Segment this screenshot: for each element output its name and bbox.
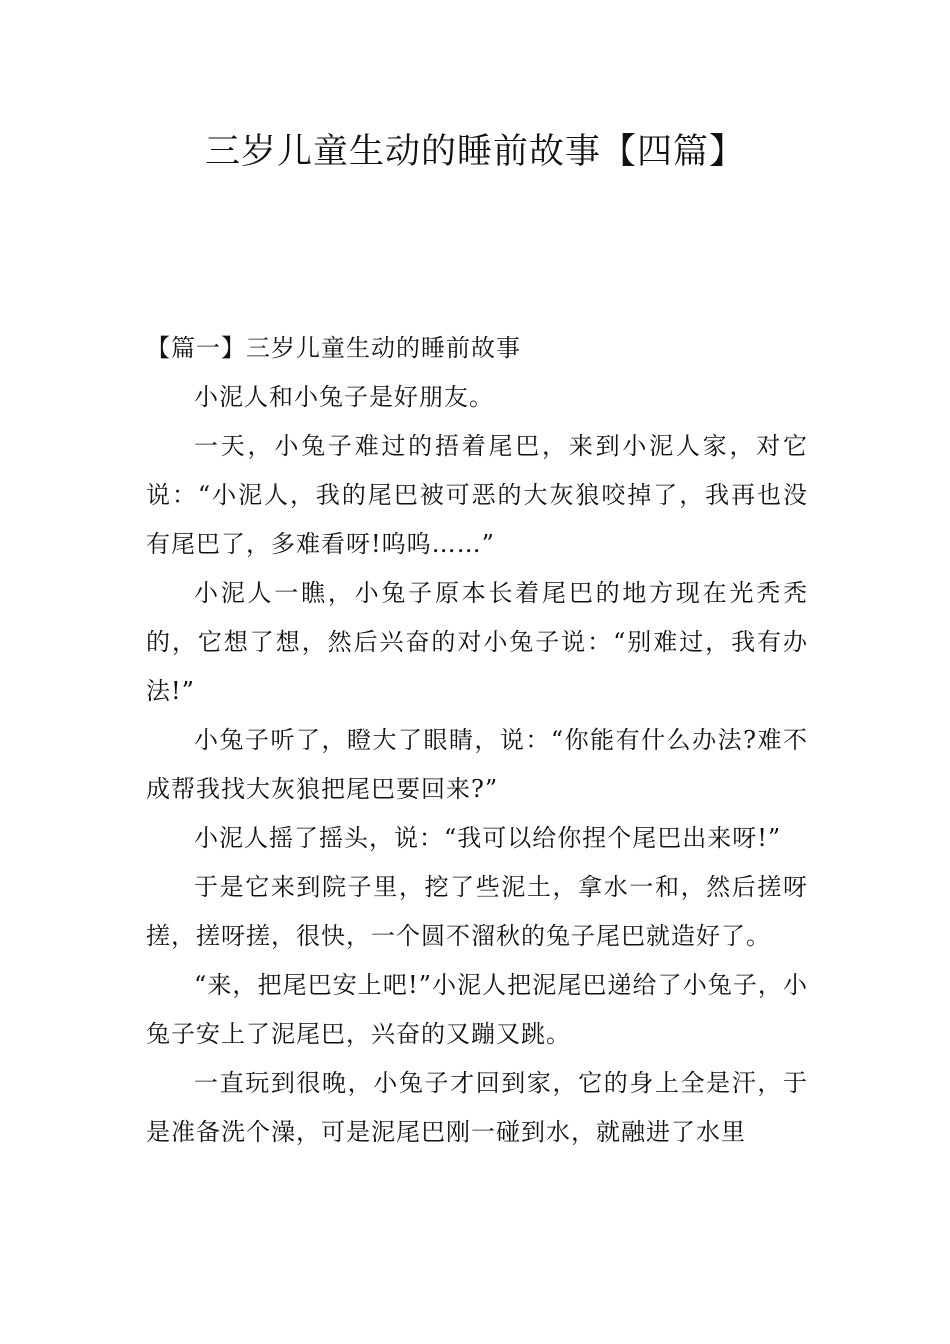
document-body bbox=[146, 324, 808, 1157]
paragraph: 一天，小兔子难过的捂着尾巴，来到小泥人家，对它说：“小泥人，我的尾巴被可恶的大灰狼咬掉了，我再也没有尾巴了，多难看呀!呜呜……” bbox=[146, 432, 808, 558]
paragraph: 一直玩到很晚，小兔子才回到家，它的身上全是汗，于是准备洗个澡，可是泥尾巴刚一碰到水，就融进了水里 bbox=[146, 1069, 808, 1146]
paragraph: 小兔子听了，瞪大了眼睛，说：“你能有什么办法?难不成帮我找大灰狼把尾巴要回来?” bbox=[146, 726, 808, 803]
paragraph: “来，把尾巴安上吧!”小泥人把泥尾巴递给了小兔子，小兔子安上了泥尾巴，兴奋的又蹦又跳。 bbox=[146, 971, 808, 1048]
paragraph: 于是它来到院子里，挖了些泥土，拿水一和，然后搓呀搓，搓呀搓，很快，一个圆不溜秋的兔子尾巴就造好了。 bbox=[146, 873, 808, 950]
paragraph: 小泥人一瞧，小兔子原本长着尾巴的地方现在光秃秃的，它想了想，然后兴奋的对小兔子说：“别难过，我有办法!” bbox=[146, 579, 808, 705]
paragraph: 小泥人摇了摇头，说：“我可以给你捏个尾巴出来呀!” bbox=[194, 824, 782, 852]
section-heading: 【篇一】三岁儿童生动的睡前故事 bbox=[146, 334, 521, 362]
paragraph: 小泥人和小兔子是好朋友。 bbox=[194, 383, 494, 411]
document-title: 三岁儿童生动的睡前故事【四篇】 bbox=[204, 132, 745, 172]
